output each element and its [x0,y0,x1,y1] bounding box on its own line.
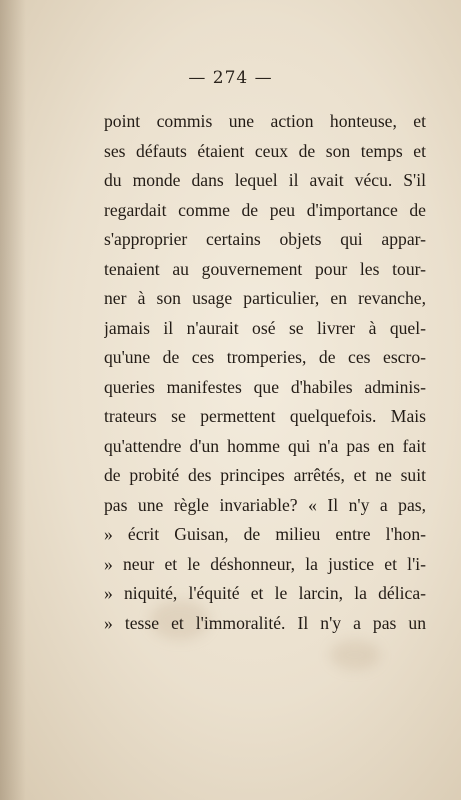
text-line: qu'attendre d'un homme qui n'a pas en fait [104,435,426,456]
text-line: ses défauts étaient ceux de son temps et [104,140,426,161]
text-line: de probité des principes arrêtés, et ne suit [104,465,426,485]
text-line: jamais il n'aurait osé se livrer à quel- [104,317,426,338]
text-line: pas une règle invariable? « Il n'y a pas, [104,494,426,515]
text-line: tenaient au gouvernement pour les tour- [104,258,426,279]
text-line: » niquité, l'équité et le larcin, la délica- [104,583,426,603]
text-line: » neur et le déshonneur, la justice et l'i- [104,553,426,574]
text-line: point commis une action honteuse, et [104,111,426,131]
text-line: ner à son usage particulier, en revanche, [104,288,426,308]
text-line: qu'une de ces tromperies, de ces escro- [104,347,426,367]
text-line: queries manifestes que d'habiles adminis- [104,376,426,397]
page-number: — 274 — [188,68,273,88]
text-line: » tesse et l'immoralité. Il n'y a pas un [104,612,426,633]
text-line: s'approprier certains objets qui appar- [104,229,426,249]
text-line: trateurs se permettent quelquefois. Mais [104,406,426,426]
spine-shadow [0,0,26,800]
text-line: » écrit Guisan, de milieu entre l'hon- [104,524,426,544]
text-line: regardait comme de peu d'importance de [104,199,426,220]
paper-stain [330,640,380,670]
body-text [104,107,426,638]
text-line: du monde dans lequel il avait vécu. S'il [104,170,426,190]
